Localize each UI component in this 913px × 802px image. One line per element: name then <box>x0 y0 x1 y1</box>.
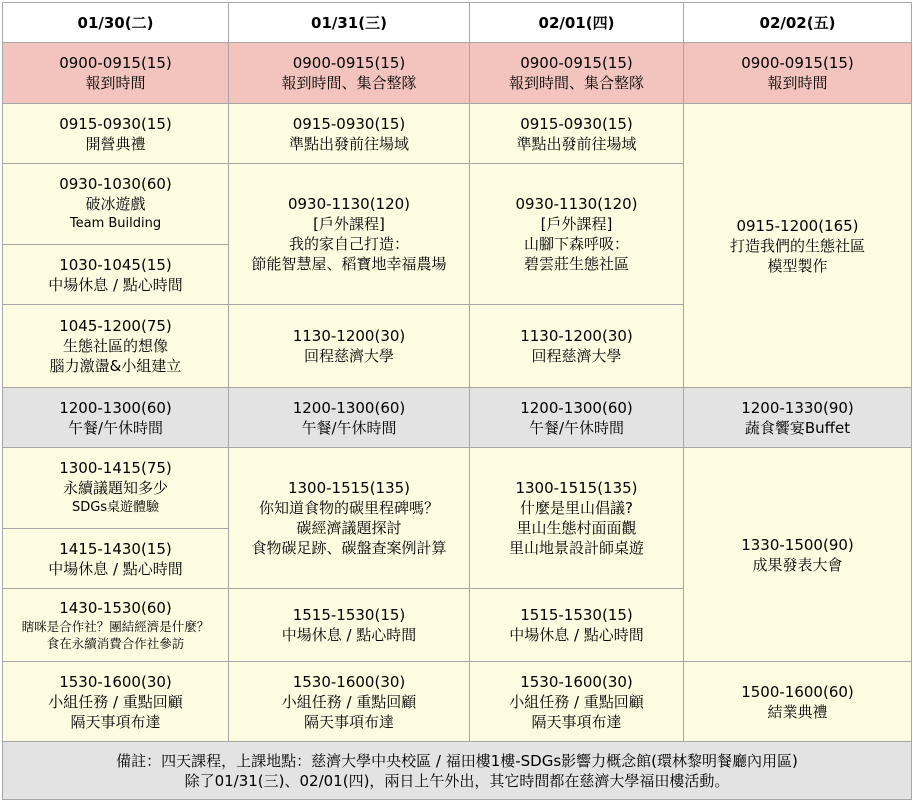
presentation-cell: 1330-1500(90) 成果發表大會 <box>684 448 912 662</box>
carbon-mileage-cell: 1300-1515(135) 你知道食物的碳里程碑嗎？ 碳經濟議題探討 食物碳足跡、碳盤查案例計算 <box>229 448 470 589</box>
checkin-cell-d4: 0900-0915(15) 報到時間 <box>684 43 912 104</box>
day-header-0131: 01/31(三) <box>229 3 470 43</box>
cooperative-visit-cell: 1430-1530(60) 瞎咪是合作社？團結經濟是什麼？ 食在永續消費合作社參訪 <box>3 589 229 662</box>
closing-ceremony-cell: 1500-1600(60) 結業典禮 <box>684 662 912 742</box>
checkin-row <box>3 43 912 104</box>
header-row <box>3 3 912 43</box>
checkin-cell-d3: 0900-0915(15) 報到時間、集合整隊 <box>470 43 684 104</box>
note-cell: 備註：四天課程，上課地點：慈濟大學中央校區 / 福田樓1樓-SDGs影響力概念館(環林黎明餐廳內用區) 除了01/31(三)、02/01(四)，兩日上午外出，其它時間都在慈濟大學福田樓活動。 <box>3 742 912 800</box>
schedule-table <box>2 2 912 800</box>
day-header-0202: 02/02(五) <box>684 3 912 43</box>
checkin-cell-d1: 0900-0915(15) 報到時間 <box>3 43 229 104</box>
icebreaker-cell: 0930-1030(60) 破冰遊戲 Team Building <box>3 164 229 245</box>
afternoon-break-cell-d2: 1515-1530(15) 中場休息 / 點心時間 <box>229 589 470 662</box>
day-header-0130: 01/30(二) <box>3 3 229 43</box>
review-cell-d3: 1530-1600(30) 小組任務 / 重點回顧 隔天事項布達 <box>470 662 684 742</box>
model-making-cell: 0915-1200(165) 打造我們的生態社區 模型製作 <box>684 104 912 388</box>
eco-community-ideas-cell: 1045-1200(75) 生態社區的想像 腦力激盪&小組建立 <box>3 305 229 388</box>
review-cell-d1: 1530-1600(30) 小組任務 / 重點回顧 隔天事項布達 <box>3 662 229 742</box>
day-header-0201: 02/01(四) <box>470 3 684 43</box>
afternoon-break-cell-d3: 1515-1530(15) 中場休息 / 點心時間 <box>470 589 684 662</box>
return-cell-d2: 1130-1200(30) 回程慈濟大學 <box>229 305 470 388</box>
depart-cell-d3: 0915-0930(15) 準點出發前往場域 <box>470 104 684 164</box>
sdgs-boardgame-cell: 1300-1415(75) 永續議題知多少 SDGs桌遊體驗 <box>3 448 229 529</box>
morning-break-cell: 1030-1045(15) 中場休息 / 點心時間 <box>3 245 229 305</box>
lunch-row <box>3 388 912 448</box>
lunch-cell-d1: 1200-1300(60) 午餐/午休時間 <box>3 388 229 448</box>
lunch-cell-d2: 1200-1300(60) 午餐/午休時間 <box>229 388 470 448</box>
outdoor-course-cell-d3: 0930-1130(120) [戶外課程] 山腳下森呼吸： 碧雲莊生態社區 <box>470 164 684 305</box>
lunch-cell-d3: 1200-1300(60) 午餐/午休時間 <box>470 388 684 448</box>
satoyama-initiative-cell: 1300-1515(135) 什麼是里山倡議? 里山生態村面面觀 里山地景設計師桌遊 <box>470 448 684 589</box>
checkin-cell-d2: 0900-0915(15) 報到時間、集合整隊 <box>229 43 470 104</box>
lunch-cell-d4: 1200-1330(90) 蔬食饗宴Buffet <box>684 388 912 448</box>
afternoon-break-cell-d1: 1415-1430(15) 中場休息 / 點心時間 <box>3 529 229 589</box>
opening-ceremony-cell: 0915-0930(15) 開營典禮 <box>3 104 229 164</box>
note-row <box>3 742 912 800</box>
depart-cell-d2: 0915-0930(15) 準點出發前往場域 <box>229 104 470 164</box>
return-cell-d3: 1130-1200(30) 回程慈濟大學 <box>470 305 684 388</box>
outdoor-course-cell-d2: 0930-1130(120) [戶外課程] 我的家自己打造： 節能智慧屋、稻寶地幸福農場 <box>229 164 470 305</box>
review-cell-d2: 1530-1600(30) 小組任務 / 重點回顧 隔天事項布達 <box>229 662 470 742</box>
